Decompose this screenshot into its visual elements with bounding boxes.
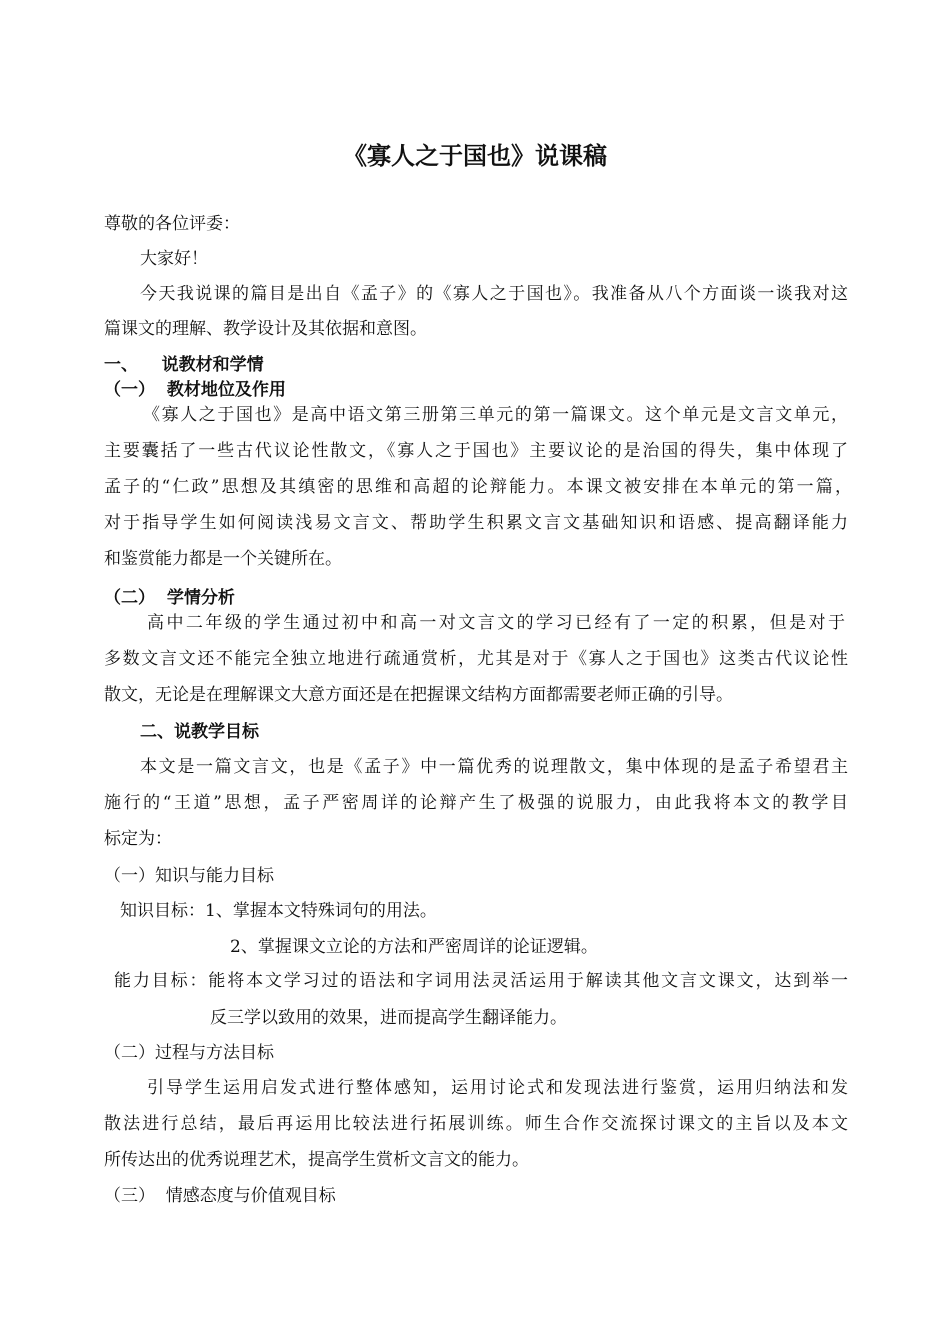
- ability-goal-line-1: 能力目标：能将本文学习过的语法和字词用法灵活运用于解读其他文言文课文，达到举一: [114, 971, 848, 991]
- ability-goal-line-2: 反三学以致用的效果，进而提高学生翻译能力。: [210, 1008, 567, 1028]
- knowledge-goal-1: 知识目标：1、掌握本文特殊词句的用法。: [120, 901, 437, 921]
- para-2-line-2: 多数文言文还不能完全独立地进行疏通赏析，尤其是对于《寡人之于国也》这类古代议论性: [104, 649, 848, 669]
- intro-line-2: 篇课文的理解、教学设计及其依据和意图。: [104, 319, 427, 339]
- section-heading-2: 二、说教学目标: [140, 722, 259, 742]
- para-2-line-3: 散文，无论是在理解课文大意方面还是在把握课文结构方面都需要老师正确的引导。: [104, 685, 733, 705]
- section-heading-1: 一、 说教材和学情: [104, 355, 264, 375]
- para-1-line-3: 孟子的“仁政”思想及其缜密的思维和高超的论辩能力。本课文被安排在本单元的第一篇，: [104, 477, 852, 497]
- para-3-line-1: 本文是一篇文言文，也是《孟子》中一篇优秀的说理散文，集中体现的是孟子希望君主: [140, 757, 848, 777]
- para-3-line-2: 施行的“王道”思想，孟子严密周详的论辩产生了极强的说服力，由此我将本文的教学目: [104, 793, 848, 813]
- para-1-line-5: 和鉴赏能力都是一个关键所在。: [104, 549, 342, 569]
- subsection-heading-1-2: （二） 学情分析: [104, 588, 235, 608]
- para-4-line-2: 散法进行总结，最后再运用比较法进行拓展训练。师生合作交流探讨课文的主旨以及本文: [104, 1114, 848, 1134]
- subsection-heading-2-3: （三） 情感态度与价值观目标: [104, 1186, 336, 1206]
- intro-line-1: 今天我说课的篇目是出自《孟子》的《寡人之于国也》。我准备从八个方面谈一谈我对这: [140, 284, 848, 304]
- para-1-line-1: 《寡人之于国也》是高中语文第三册第三单元的第一篇课文。这个单元是文言文单元，: [143, 405, 848, 425]
- subsection-heading-1-1: （一） 教材地位及作用: [104, 380, 286, 400]
- para-1-line-2: 主要囊括了一些古代议论性散文，《寡人之于国也》主要议论的是治国的得失，集中体现了: [104, 441, 848, 461]
- para-2-line-1: 高中二年级的学生通过初中和高一对文言文的学习已经有了一定的积累，但是对于: [147, 613, 845, 633]
- para-3-line-3: 标定为：: [104, 829, 172, 849]
- knowledge-goal-2: 2、掌握课文立论的方法和严密周详的论证逻辑。: [230, 937, 598, 957]
- greeting: 大家好！: [140, 249, 208, 269]
- subsection-heading-2-2: （二）过程与方法目标: [104, 1043, 274, 1063]
- para-4-line-3: 所传达出的优秀说理艺术，提高学生赏析文言文的能力。: [104, 1150, 529, 1170]
- salutation: 尊敬的各位评委：: [104, 214, 240, 234]
- para-4-line-1: 引导学生运用启发式进行整体感知，运用讨论式和发现法进行鉴赏，运用归纳法和发: [147, 1078, 848, 1098]
- document-title: 《寡人之于国也》说课稿: [343, 142, 607, 170]
- para-1-line-4: 对于指导学生如何阅读浅易文言文、帮助学生积累文言文基础知识和语感、提高翻译能力: [104, 513, 848, 533]
- subsection-heading-2-1: （一）知识与能力目标: [104, 866, 274, 886]
